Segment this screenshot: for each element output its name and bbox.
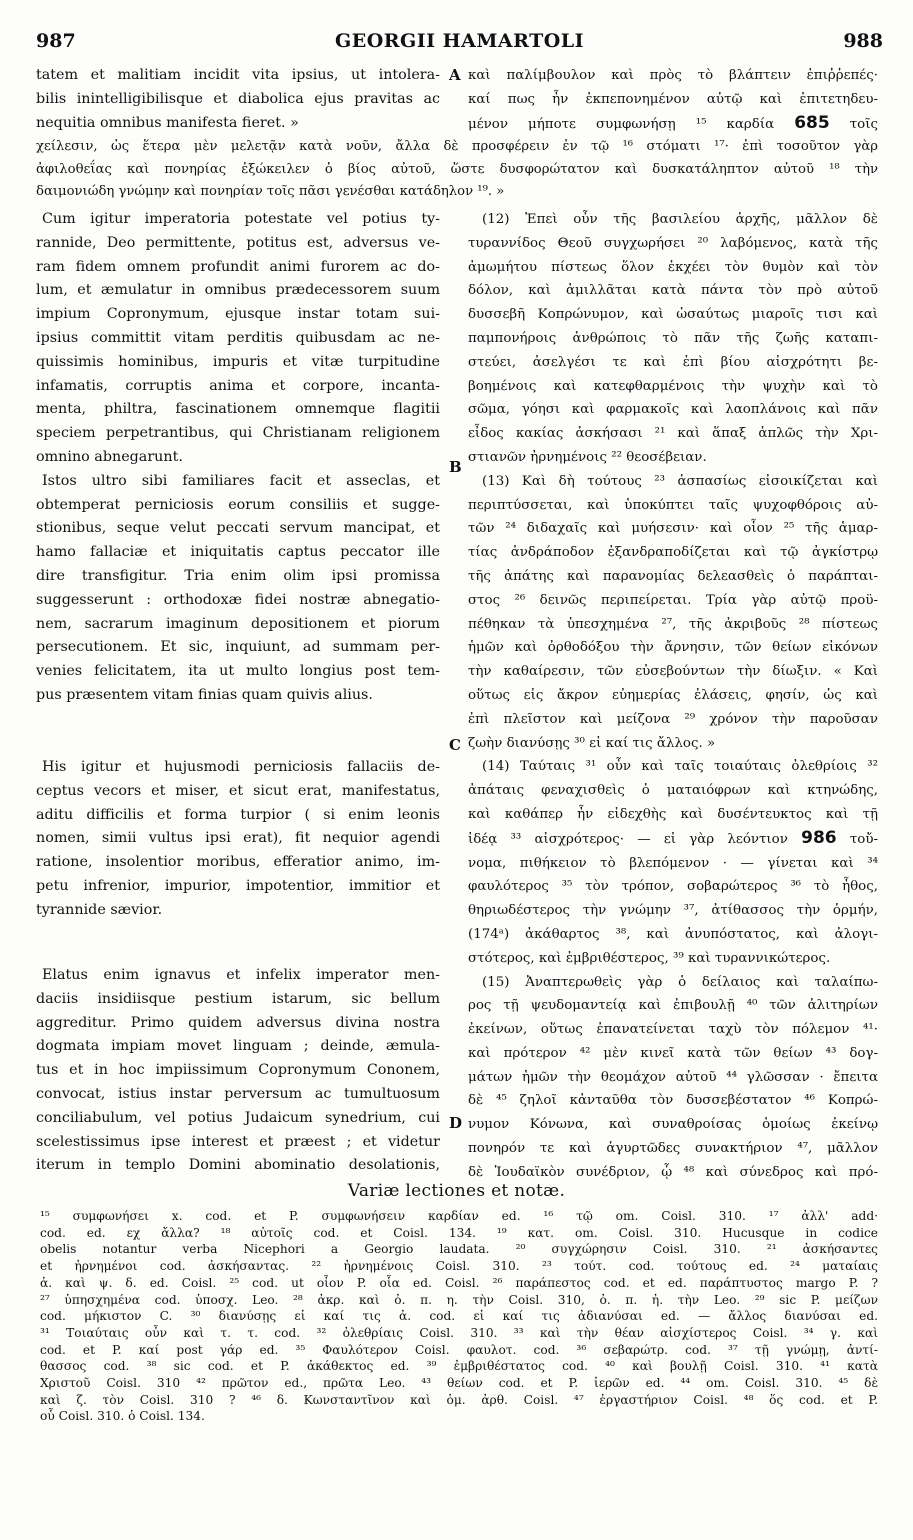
text-line: καὶ παλίμβουλον καὶ πρὸς τὸ βλάπτειν ἐπιῤῥεπές·: [468, 68, 878, 83]
greek-paragraph-13: [468, 470, 878, 756]
left-page-number: 987: [36, 30, 76, 52]
text-line: (13) Καὶ δὴ τούτους ²³ ἀσπασίως εἰσοικίζεται καὶ: [482, 473, 878, 489]
right-page-number: 988: [843, 30, 883, 52]
text-line: στότερος, καὶ ἐμβριθέστερος, ³⁹ καὶ τυραννικώτερος.: [468, 950, 831, 966]
text-line: ρος τῇ ψευδομαντείᾳ καὶ ἐπιβουλῇ ⁴⁰ τῶν ἀλιτηρίων: [468, 998, 878, 1014]
text-line: Istos ultro sibi familiares facit et asseclas, et: [42, 472, 440, 489]
text-line: δὲ ⁴⁵ ζηλοῖ κἀνταῦθα τὸν δυσσεβέστατον ⁴⁶ Κοπρώ-: [468, 1093, 878, 1109]
note-line: οὗ Coisl. 310. ὁ Coisl. 134.: [40, 1409, 205, 1424]
text-line: καὶ πρότερον ⁴² μὲν κινεῖ κατὰ τῶν θείων ⁴³ δογ-: [468, 1045, 878, 1061]
text-line: (15) Ἀναπτερωθεὶς γὰρ ὁ δείλαιος καὶ ταλαίπω-: [482, 974, 878, 990]
column-number-986: 986: [801, 827, 837, 848]
text-line: lum, et æmulatur in omnibus prædecessorem suum: [36, 282, 440, 299]
text-line: ζωὴν διανύσῃς ³⁰ εἰ καί τις ἄλλος. »: [468, 735, 716, 751]
text-line: tus et in hoc impiissimum Copronymum Cononem,: [36, 1062, 440, 1079]
text-line: ram fidem omnem profundit animi furorem ac do-: [36, 258, 440, 275]
text-line: δυσσεβῆ Κοπρώνυμον, καὶ ὡσαύτως μιαροῖς τισι καὶ: [468, 307, 878, 323]
text-fragment: μένον μήποτε συμφωνήσῃ ¹⁵ καρδία: [468, 116, 775, 132]
text-line: persecutionem. Et sic, inquiunt, ad summam per-: [36, 639, 440, 656]
note-line: cod. ed. εχ ἄλλα? ¹⁸ αὐτοῖς cod. et Coisl. 134. ¹⁹ κατ. om. Coisl. 310. Hucusque in codice: [40, 1225, 878, 1240]
note-line: obelis notantur verba Nicephori a Georgio laudata. ²⁰ συγχώρησιν Coisl. 310. ²¹ ἀσκήσαντες: [40, 1242, 878, 1257]
header-title: GEORGII HAMARTOLI: [334, 30, 585, 52]
text-line: obtemperat perniciosis eorum consiliis et sugge-: [36, 496, 440, 513]
latin-opening: [36, 64, 440, 135]
text-line: τίας ἀνδράποδον ἐξανδραποδίζεται καὶ τῷ ἀγκίστρῳ: [468, 545, 878, 561]
text-line: ceptus vecors et miser, et sicut erat, manifestatus,: [36, 782, 440, 799]
text-line: convocat, istius instar perversum ac tumultuosum: [36, 1085, 440, 1102]
text-line: στιανῶν ἠρνημένοις ²² θεοσέβειαν.: [468, 449, 707, 465]
text-line: [468, 112, 878, 137]
text-line: καὶ καθάπερ ἦν εἰδεχθὴς καὶ δυσέντευκτος καὶ τῇ: [468, 806, 878, 822]
greek-fullwidth-block: [36, 136, 878, 204]
text-line: στος ²⁶ δεινῶς περιπείρεται. Τρία γὰρ αὐτῷ προϋ-: [468, 592, 878, 608]
latin-paragraph-2: [36, 470, 440, 708]
text-line: suggesserunt : orthodoxæ fidei nostræ abnegatio-: [36, 591, 440, 608]
text-line: tatem et malitiam incidit vita ipsius, ut intolera-: [36, 67, 440, 83]
text-line: infamatis, corruptis anima et corpore, incanta-: [36, 377, 440, 394]
text-line: ipsius committit vitam perditis quibusdam ac ne-: [36, 329, 440, 346]
text-line: τῆς ἀπάτης καὶ παρανομίας δελεασθεὶς ὁ παράπται-: [468, 568, 878, 584]
text-line: σῶμα, γόησι καὶ φαρμακοῖς καὶ λαοπλάνοις καὶ πᾶν: [468, 402, 878, 418]
text-line: δὲ Ἰουδαϊκὸν συνέδριον, ᾧ ⁴⁸ καὶ σύνεδρος καὶ πρό-: [468, 1164, 878, 1180]
greek-paragraph-15: [468, 971, 878, 1185]
text-line: ἀμωμήτου πίστεως ὅλον ἐκχέει τὸν θυμὸν καὶ τὸν: [468, 259, 878, 275]
text-line: scelestissimus ipse interest et præest ; et videtur: [36, 1133, 440, 1150]
note-line: θασσος cod. ³⁸ sic cod. et P. ἀκάθεκτος ed. ³⁹ ἐμβριθέστατος cod. ⁴⁰ καὶ βουλῇ Coisl. 310. ⁴¹ κατὰ: [40, 1359, 878, 1374]
variant-readings: [40, 1208, 878, 1425]
greek-column: [468, 208, 878, 1185]
text-line: tyrannide sævior.: [36, 901, 163, 918]
text-fragment: τοῖς: [849, 116, 878, 132]
text-line: παμπονήροις ἀνθρώποις τὸ πᾶν τῆς ζωῆς καταπι-: [468, 330, 878, 346]
note-line: ¹⁵ συμφωνήσει x. cod. et P. συμφωνήσειν καρδίαν ed. ¹⁶ τῷ om. Coisl. 310. ¹⁷ ἀλλ' add·: [40, 1209, 878, 1223]
margin-letter-d: D: [449, 1114, 463, 1132]
text-line: His igitur et hujusmodi perniciosis fallaciis de-: [42, 759, 440, 775]
text-line: bilis inintelligibilisque et diabolica ejus pravitas ac: [36, 90, 440, 107]
text-line: πονηρόν τε καὶ ἀγυρτῶδες συνακτήριον ⁴⁷, μᾶλλον: [468, 1141, 878, 1157]
text-line: ratione, insolentior moribus, efferatior animo, im-: [36, 854, 440, 871]
greek-opening: [468, 64, 878, 136]
text-line: [468, 827, 878, 852]
text-line: impium Copronymum, ejusque instar totam sui-: [36, 306, 440, 323]
text-line: περιπτύσσεται, καὶ ὑποκύπτει ταῖς ψυχοφθόροις αὐ-: [468, 497, 878, 513]
text-line: nem, sacrarum imaginum depositionem et piorum: [36, 615, 440, 632]
text-fragment: τοὔ-: [849, 831, 878, 847]
text-line: daciis insidiisque pestium istarum, sic bellum: [36, 990, 440, 1007]
text-line: δαιμονιώδη γνώμην καὶ πονηρίαν τοῖς πᾶσι γενέσθαι κατάδηλον ¹⁹. »: [36, 184, 505, 199]
text-line: νομα, πιθήκειον τὸ βλεπόμενον · — γίνεται καὶ ³⁴: [468, 855, 878, 871]
note-line: ³¹ Τοιαύταις οὖν καὶ τ. τ. cod. ³² ὀλεθρίαις Coisl. 310. ³³ καὶ τὴν θέαν αἰσχίστερος Coisl. ³⁴ γ. καὶ: [40, 1325, 878, 1340]
text-line: καί πως ἦν ἐκπεπονημένον αὐτῷ καὶ ἐπιτετηδευ-: [468, 91, 878, 107]
text-line: θηριωδέστερος τὴν γνώμην ³⁷, ἀτίθασσος τὴν ὁρμήν,: [468, 903, 878, 919]
text-line: τῶν ²⁴ διδαχαῖς καὶ μυήσεσιν· καὶ οἷον ²⁵ τῆς ἁμαρ-: [468, 521, 878, 537]
margin-letter-c: C: [449, 736, 461, 754]
text-line: φαυλότερος ³⁵ τὸν τρόπον, σοβαρώτερος ³⁶ τὸ ἦθος,: [468, 879, 878, 895]
text-line: rannide, Deo permittente, potitus est, adversus ve-: [36, 234, 440, 251]
note-line: et ἠρνημένοι cod. ἀσκήσαντας. ²² ἠρνημένοις Coisl. 310. ²³ τούτ. cod. τούτους ed. ²⁴ ματαίαις: [40, 1259, 878, 1274]
margin-letter-b: B: [449, 458, 462, 476]
text-line: τυραννίδος Θεοῦ συγχωρήσει ²⁰ λαβόμενος, κατὰ τῆς: [468, 235, 878, 251]
latin-paragraph-4: [36, 964, 440, 1178]
text-line: menta, philtra, fascinationem omnemque flagitii: [36, 401, 440, 418]
text-line: ἡμῶν καὶ ὀρθοδόξου τὴν ἄρνησιν, τῶν θείων εἰκόνων: [468, 640, 878, 656]
latin-paragraph-1: [36, 208, 440, 470]
text-line: Elatus enim ignavus et infelix imperator men-: [42, 967, 440, 983]
latin-column: [36, 208, 440, 708]
text-line: speciem perpetrantibus, qui Christianam religionem: [36, 425, 440, 442]
text-line: χείλεσιν, ὡς ἕτερα μὲν μελετᾷν κατὰ νοῦν, ἄλλα δὲ προσφέρειν ἐν τῷ ¹⁶ στόματι ¹⁷· ἐπὶ τοσοῦτον γὰρ: [36, 139, 878, 154]
text-line: nomen, simii vultus ipsi erat), fit nequior agendi: [36, 830, 440, 847]
text-line: ἐκείνων, οὕτως ἐπανατείνεται ταχὺ τὸν πόλεμον ⁴¹·: [468, 1022, 878, 1038]
text-fragment: ἰδέᾳ ³³ αἰσχρότερος· — εἰ γὰρ λεόντιον: [468, 831, 788, 847]
text-line: venies felicitatem, ita ut multo longius post tem-: [36, 663, 440, 680]
column-number-685: 685: [794, 112, 830, 133]
text-line: νυμον Κόνωνα, καὶ συναθροίσας ὁμοίως ἐκείνῳ: [468, 1117, 878, 1133]
running-header: [36, 30, 883, 60]
note-line: ἀ. καὶ ψ. δ. ed. Coisl. ²⁵ cod. ut οἷον P. οἷα ed. Coisl. ²⁶ παράπεστος cod. et ed. παράπτυστος margo P. ?: [40, 1275, 878, 1290]
note-line: καὶ ζ. τὸν Coisl. 310 ? ⁴⁶ δ. Κωνσταντῖνον καὶ ὁμ. ἀρθ. Coisl. ⁴⁷ ἐργαστήριον Coisl. ⁴⁸ ὅς cod. et P.: [40, 1392, 878, 1407]
text-line: iterum in templo Domini abominatio desolationis,: [36, 1157, 440, 1174]
text-line: hamo fallaciæ et iniquitatis captus peccator ille: [36, 544, 440, 561]
note-line: cod. et P. καί post γάρ ed. ³⁵ Φαυλότερον Coisl. φαυλοτ. cod. ³⁶ σεβαρώτρ. cod. ³⁷ τῇ γνώμῃ, ἀντί-: [40, 1342, 878, 1357]
text-line: εἶδος κακίας ἀσκήσασι ²¹ καὶ ἅπαξ ἁπλῶς τὴν Χρι-: [468, 426, 878, 442]
note-line: Χριστοῦ Coisl. 310 ⁴² πρῶτον ed., πρῶτα Leo. ⁴³ θείων cod. et P. ἱερῶν ed. ⁴⁴ om. Coisl. 310. ⁴⁵ δὲ: [40, 1376, 878, 1391]
text-line: aditu difficilis et forma turpior ( si enim leonis: [36, 806, 440, 823]
text-line: dire transfigitur. Tria enim olim ipsi promissa: [36, 567, 440, 584]
note-line: ²⁷ ὑπησχημένα cod. ὑποσχ. Leo. ²⁸ ἀκρ. καὶ ὀ. π. η. τὴν Coisl. 310, ὀ. π. ἠ. τὴν Leo. ²⁹ sic P. μείζων: [40, 1292, 878, 1307]
text-line: (174ᵃ) ἀκάθαρτος ³⁸, καὶ ἀνυπόστατος, καὶ ἀλογι-: [468, 926, 878, 942]
text-line: οὕτως εἰς ἄκρον εὐημερίας ἐλάσεις, φησίν, ὡς καὶ: [468, 687, 878, 703]
text-line: quissimis hominibus, impuris et vitæ turpitudine: [36, 353, 440, 370]
text-line: Cum igitur imperatoria potestate vel potius ty-: [42, 211, 440, 227]
greek-paragraph-14: [468, 755, 878, 970]
greek-paragraph-12: [468, 208, 878, 470]
text-line: δόλον, καὶ ἁμιλλᾶται κατὰ πάντα τὸν πρὸ αὐτοῦ: [468, 283, 878, 299]
notes-heading: Variæ lectiones et notæ.: [347, 1181, 566, 1201]
text-line: ἀπάταις φεναχισθεὶς ὁ ματαιόφρων καὶ κτηνώδης,: [468, 783, 878, 799]
text-line: μάτων ἡμῶν τὴν θεομάχον αὐτοῦ ⁴⁴ γλῶσσαν · ἔπειτα: [468, 1069, 878, 1085]
margin-letter-a: A: [449, 66, 461, 84]
text-line: aggreditur. Primo quidem adversus divina nostra: [36, 1014, 440, 1031]
text-line: τὴν καθαίρεσιν, τῶν εὐσεβούντων τὴν δίωξιν. « Καὶ: [468, 664, 878, 680]
text-line: dogmata impiam movet linguam ; deinde, æmula-: [36, 1038, 440, 1055]
text-line: (14) Ταύταις ³¹ οὖν καὶ ταῖς τοιαύταις ὀλεθρίοις ³²: [482, 759, 878, 775]
note-line: cod. μήκιστον C. ³⁰ διανύσῃς εἰ καί τις ἀ. cod. εἰ καί τις ἀδιανύσαι ed. — ἄλλος διανύσαι ed.: [40, 1309, 878, 1324]
text-line: στεύει, ἀσελγέσι τε καὶ ἐπὶ βίου αἰσχρότητι βε-: [468, 354, 878, 370]
text-line: conciliabulum, vel potius Judaicum synedrium, cui: [36, 1109, 440, 1126]
text-line: (12) Ἐπεὶ οὖν τῆς βασιλείου ἀρχῆς, μᾶλλον δὲ: [482, 212, 878, 227]
text-line: stionibus, seque velut peccati servum mancipat, et: [36, 520, 440, 537]
text-line: nequitia omnibus manifesta fieret. »: [36, 114, 299, 131]
text-line: πέθηκαν τὰ ὑπεσχημένα ²⁷, τῆς ἀκριβοῦς ²⁸ πίστεως: [468, 616, 878, 632]
text-line: βοημένοις καὶ κατεφθαρμένοις τὴν ψυχὴν καὶ τὸ: [468, 378, 878, 394]
text-line: omnino abnegarunt.: [36, 448, 183, 465]
text-line: ἐπὶ πλεῖστον καὶ μείζονα ²⁹ χρόνον τὴν παροῦσαν: [468, 711, 878, 727]
text-line: ἀφιλοθεΐας καὶ πονηρίας ἐξώκειλεν ὁ βίος αὐτοῦ, ὥστε δυσφορώτατον καὶ δυσκατάληπτον αὐτοῦ ¹⁸ τὴν: [36, 161, 878, 177]
text-line: pus præsentem vitam finias quam quivis alius.: [36, 686, 373, 703]
latin-paragraph-3: [36, 756, 440, 923]
text-line: petu infrenior, impurior, impotentior, immitior et: [36, 877, 440, 894]
